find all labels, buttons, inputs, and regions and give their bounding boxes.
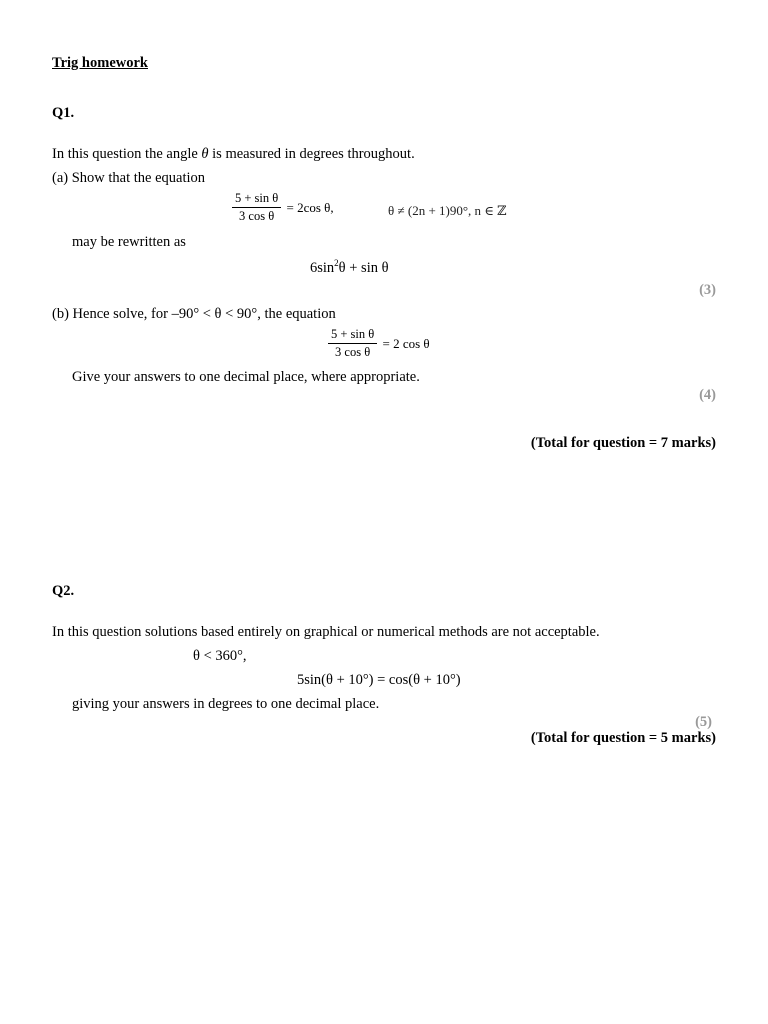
q2-intro: In this question solutions based entirely on graphical or numerical methods are not acceptable. [52, 624, 600, 640]
q2-range: θ < 360°, [193, 648, 247, 664]
equation-rhs: = 2cos θ, [286, 199, 334, 215]
q2-marks: (5) [695, 714, 712, 730]
q1-equation-b [328, 328, 430, 358]
question-1-label: Q1. [52, 105, 75, 121]
fraction-numerator: 5 + sin θ [328, 328, 377, 344]
rewritten-part-2: θ + sin θ [338, 259, 389, 276]
document-title: Trig homework [52, 55, 148, 71]
question-2-label: Q2. [52, 583, 75, 599]
q1-total-marks: (Total for question = 7 marks) [530, 435, 716, 451]
rewritten-part-1: 6sin [310, 259, 335, 276]
q1b-marks: (4) [699, 387, 716, 403]
q1-part-a-prompt: (a) Show that the equation [52, 170, 206, 186]
fraction-numerator: 5 + sin θ [232, 192, 281, 208]
q2-total-marks: (Total for question = 5 marks) [530, 730, 716, 746]
fraction [232, 192, 281, 222]
q1-part-b-prompt: (b) Hence solve, for –90° < θ < 90°, the equation [52, 306, 336, 322]
fraction-denominator: 3 cos θ [335, 344, 371, 359]
fraction-denominator: 3 cos θ [239, 208, 275, 223]
q1a-marks: (3) [699, 282, 716, 298]
q2-equation: 5sin(θ + 10°) = cos(θ + 10°) [297, 672, 461, 688]
fraction [328, 328, 377, 358]
rewritten-exponent: 2 [334, 258, 339, 268]
q1-equation-condition: θ ≠ (2n + 1)90°, n ∈ ℤ [388, 203, 507, 218]
q2-instruction: giving your answers in degrees to one decimal place. [72, 696, 380, 712]
equation-rhs: = 2 cos θ [382, 335, 430, 351]
q1-intro-end: is measured in degrees throughout. [208, 146, 415, 162]
q1-rewritten-equation [310, 259, 389, 275]
theta-symbol: θ [201, 146, 209, 162]
q1-intro-start: In this question the angle [52, 146, 202, 162]
q1-intro [52, 147, 415, 162]
q1-rewrite-text: may be rewritten as [72, 234, 186, 250]
q1-equation-a [232, 192, 334, 222]
q1-instruction: Give your answers to one decimal place, where appropriate. [72, 369, 420, 385]
